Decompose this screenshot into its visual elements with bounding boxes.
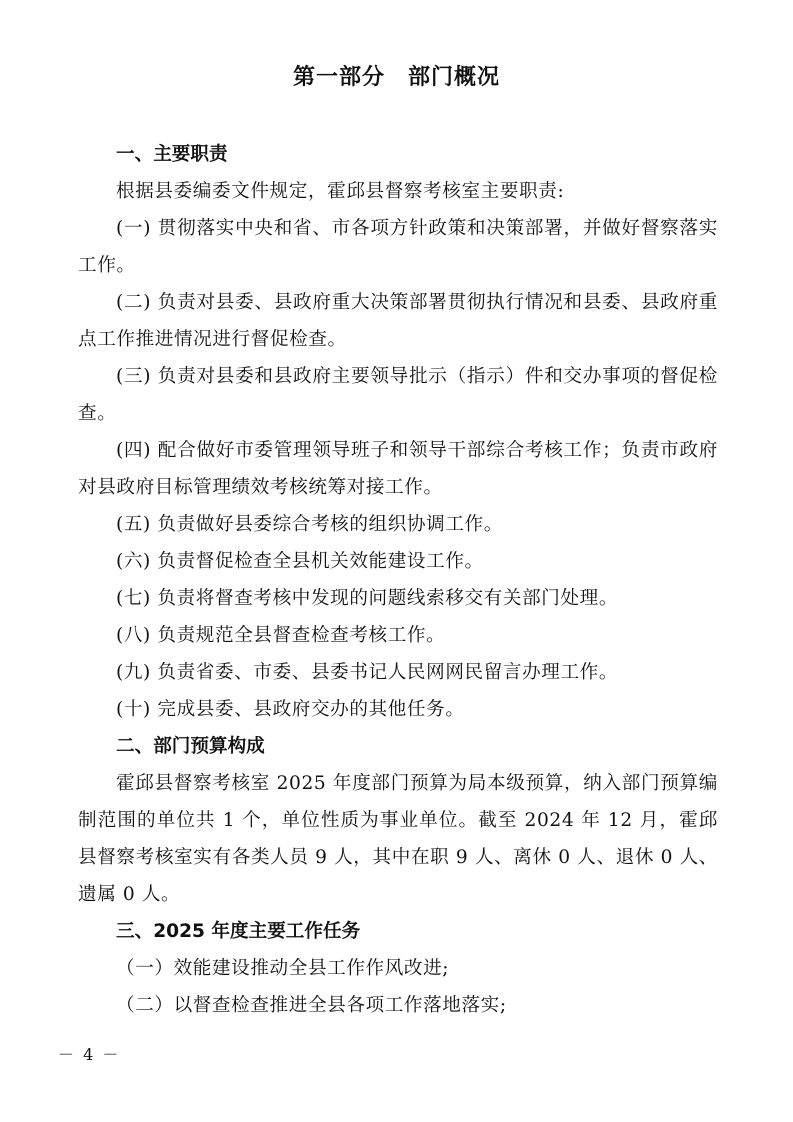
page-title: 第一部分 部门概况 <box>292 65 500 90</box>
duty-item-3: (三) 负责对县委和县政府主要领导批示（指示）件和交办事项的督促检查。 <box>78 366 718 424</box>
duty-item-2: (二) 负责对县委、县政府重大决策部署贯彻执行情况和县委、县政府重点工作推进情况进行督促检查。 <box>78 292 718 350</box>
section-1-intro: 根据县委编委文件规定，霍邱县督察考核室主要职责: <box>116 181 565 202</box>
duty-item-4: (四) 配合做好市委管理领导班子和领导干部综合考核工作；负责市政府对县政府目标管理绩效考核统筹对接工作。 <box>78 440 718 498</box>
duty-item-6: (六) 负责督促检查全县机关效能建设工作。 <box>116 551 484 572</box>
page-number: － 4 － <box>58 1045 121 1064</box>
duty-item-10: (十) 完成县委、县政府交办的其他任务。 <box>116 699 465 720</box>
section-1-heading: 一、主要职责 <box>116 144 228 165</box>
task-item-2: （二）以督查检查推进全县各项工作落地落实; <box>116 995 507 1016</box>
section-3-heading: 三、2025 年度主要工作任务 <box>116 921 361 942</box>
duty-item-9: (九) 负责省委、市委、县委书记人民网网民留言办理工作。 <box>116 662 619 683</box>
duty-item-8: (八) 负责规范全县督查检查考核工作。 <box>116 625 446 646</box>
duty-item-7: (七) 负责将督查考核中发现的问题线索移交有关部门处理。 <box>116 588 619 609</box>
duty-item-1: (一) 贯彻落实中央和省、市各项方针政策和决策部署，并做好督察落实工作。 <box>78 218 718 276</box>
task-item-1: （一）效能建设推动全县工作作风改进; <box>116 958 450 979</box>
section-2-heading: 二、部门预算构成 <box>116 736 265 757</box>
document-body <box>78 136 718 1024</box>
duty-item-5: (五) 负责做好县委综合考核的组织协调工作。 <box>116 514 503 535</box>
section-2-text: 霍邱县督察考核室 2025 年度部门预算为局本级预算，纳入部门预算编制范围的单位共 1 个，单位性质为事业单位。截至 2024 年 12 月，霍邱县督察考核室实有各类人员 9 人，其中在职 9 人、离休 0 人、退休 0 人、遗属 0 人。 <box>78 773 718 905</box>
